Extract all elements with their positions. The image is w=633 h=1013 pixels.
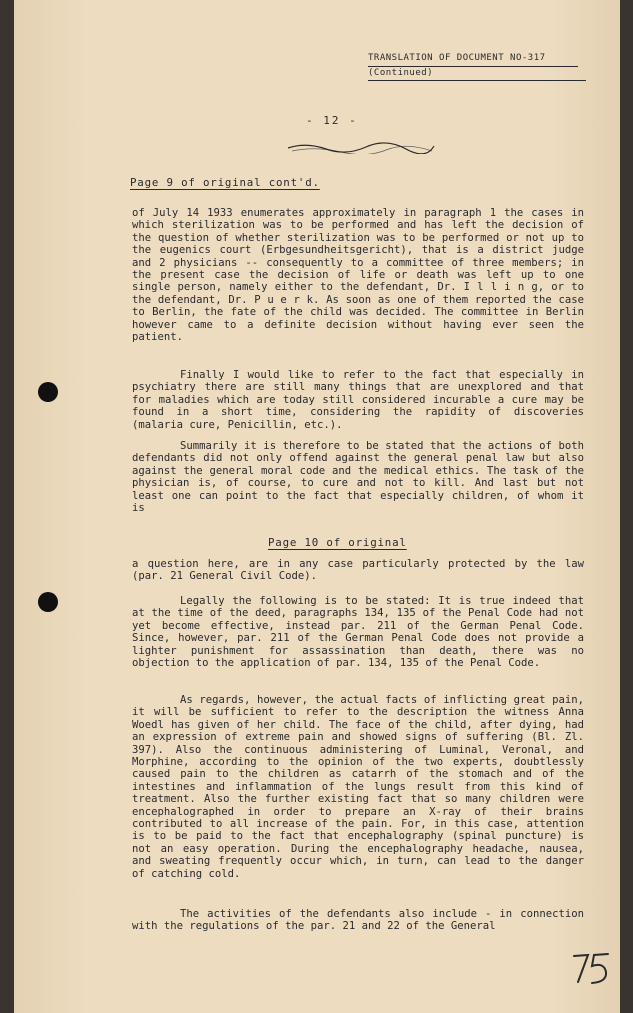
section-body-page-10 xyxy=(132,908,584,933)
handwritten-page-mark xyxy=(570,948,614,988)
document-page xyxy=(14,0,620,1013)
paragraph: As regards, however, the actual facts of inflicting great pain, it will be sufficient to refer to the description the witness Anna Woedl has given of her child. The face of the child, after dying, had an expression of extreme pain and showed signs of suffering (Bl. Zl. 397). Also the continuous administering of Luminal, Veronal, and Morphine, according to the opinion of the two experts, doubtlessly caused pain to the children as catarrh of the stomach and of the intestines and inflammation of the lungs result from this kind of treatment. Also the further existing fact that so many children were encephalographed in order to prepare an X-ray of their brains contributed to all increase of the pain. For, in this case, attention is to be paid to the fact that encephalography (spinal puncture) is not an easy operation. During the encephalography headache, nausea, and sweating frequently occur which, in turn, can lead to the danger of catching cold. xyxy=(132,694,584,880)
section-body-page-9 xyxy=(132,440,584,514)
page-number: - 12 - xyxy=(306,114,358,127)
section-heading-page-10: Page 10 of original xyxy=(268,536,407,549)
document-title: TRANSLATION OF DOCUMENT NO-317 xyxy=(368,52,578,67)
paragraph: Finally I would like to refer to the fact that especially in psychiatry there are still many things that are unexplored and that for maladies which are today still considered incurable a cure may be found in a short time, considering the rapidity of discoveries (malaria cure, Penicillin, etc.). xyxy=(132,369,584,431)
section-body-page-10 xyxy=(132,694,584,880)
punch-hole-upper xyxy=(38,382,58,402)
section-body-page-9 xyxy=(132,207,584,343)
document-header xyxy=(368,52,578,80)
section-body-page-10 xyxy=(132,595,584,669)
section-heading-page-9: Page 9 of original cont'd. xyxy=(130,176,320,189)
section-body-page-10 xyxy=(132,558,584,583)
paragraph: of July 14 1933 enumerates approximately in paragraph 1 the cases in which sterilization was to be performed and has left the decision of the question of whether sterilization was to be performed or not up to the eugenics court (Erbgesundheitsgericht), that is a district judge and 2 physicians -- consequently to a committee of three members; in the present case the decision of life or death was left up to one single person, namely either to the defendant, Dr. I l l i n g, or to the defendant, Dr. P u e r k. As soon as one of them reported the case to Berlin, the fate of the child was decided. The committee in Berlin however came to a definite decision without having ever seen the patient. xyxy=(132,207,584,344)
header-rule xyxy=(368,80,586,81)
paragraph: a question here, are in any case particularly protected by the law (par. 21 General Civil Code). xyxy=(132,558,584,583)
document-subtitle: (Continued) xyxy=(368,68,434,78)
paragraph: Summarily it is therefore to be stated that the actions of both defendants did not only offend against the general penal law but also against the general moral code and the medical ethics. The task of the physician is, of course, to cure and not to kill. And last but not least one can point to the fact that especially children, of whom it is xyxy=(132,440,584,515)
paragraph: Legally the following is to be stated: It is true indeed that at the time of the deed, paragraphs 134, 135 of the Penal Code had not yet become effective, instead par. 211 of the German Penal Code. Since, however, par. 211 of the German Penal Code does not provide a lighter punishment for assassination than death, there was no objection to the application of par. 134, 135 of the Penal Code. xyxy=(132,595,584,670)
punch-hole-lower xyxy=(38,592,58,612)
section-body-page-9 xyxy=(132,369,584,431)
strikeout-marks xyxy=(286,140,436,154)
paragraph: The activities of the defendants also include - in connection with the regulations of the par. 21 and 22 of the General xyxy=(132,908,584,933)
